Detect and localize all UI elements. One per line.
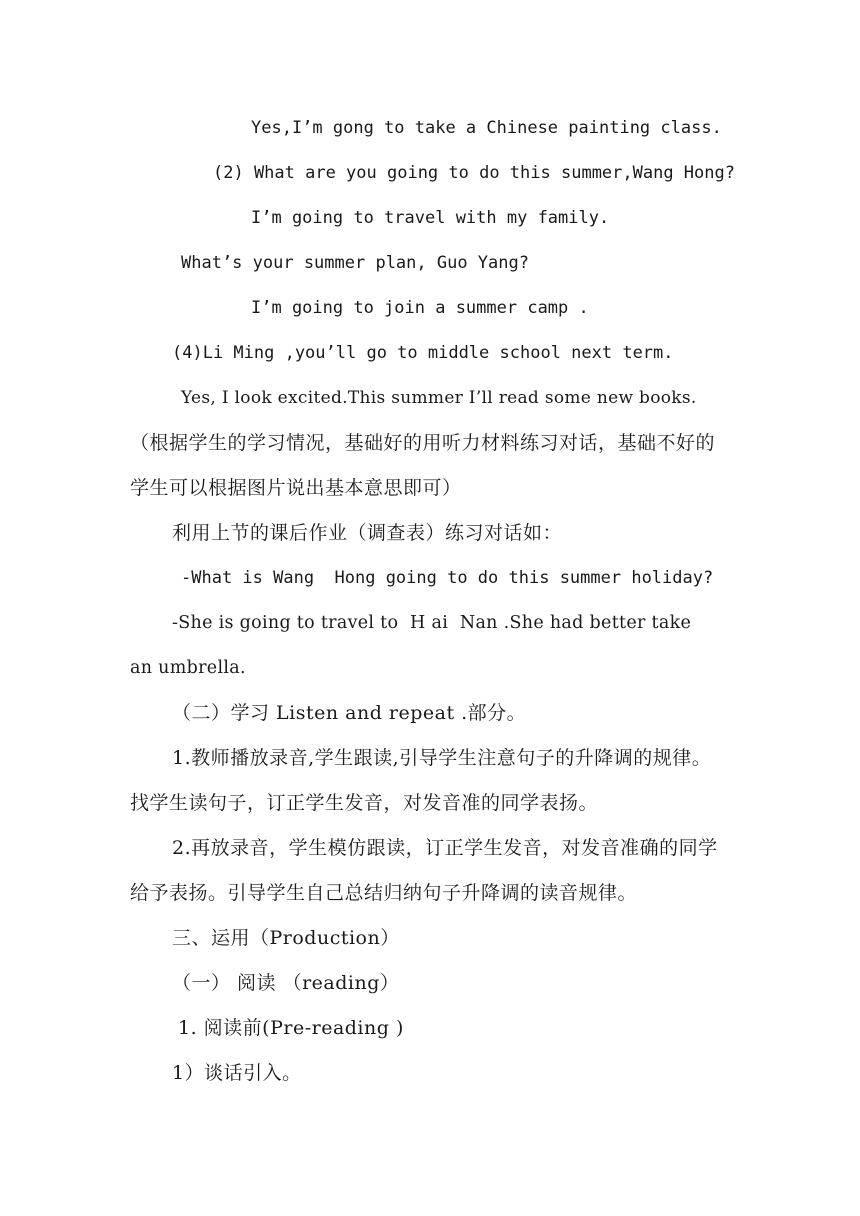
section-heading: 三、运用（Production） (172, 927, 400, 949)
paragraph-line: 给予表扬。引导学生自己总结归纳句子升降调的读音规律。 (130, 882, 638, 904)
dialogue-line-3: I’m going to travel with my family. (251, 208, 610, 228)
dialogue-line-7: Yes, I look excited.This summer I’ll read some new books. (181, 388, 697, 408)
dialogue-line-10: an umbrella. (130, 658, 246, 678)
dialogue-line-9: -She is going to travel to H ai Nan .She had better take (172, 613, 692, 633)
paragraph-line: （根据学生的学习情况，基础好的用听力材料练习对话，基础不好的 (130, 432, 716, 454)
paragraph-line: 2.再放录音，学生模仿跟读，订正学生发音，对发音准确的同学 (172, 837, 718, 859)
dialogue-line-4: What’s your summer plan, Guo Yang? (181, 253, 529, 273)
paragraph-line: 1）谈话引入。 (172, 1062, 302, 1084)
paragraph-line: 学生可以根据图片说出基本意思即可） (130, 477, 462, 499)
dialogue-line-8: -What is Wang Hong going to do this summer holiday? (181, 568, 714, 588)
paragraph-line: 1.教师播放录音,学生跟读,引导学生注意句子的升降调的规律。 (172, 747, 712, 769)
subsection-heading: 1. 阅读前(Pre-reading ) (178, 1017, 404, 1039)
paragraph-line: 利用上节的课后作业（调查表）练习对话如： (172, 522, 563, 544)
section-heading: （二）学习 Listen and repeat .部分。 (172, 702, 527, 724)
dialogue-line-2: (2) What are you going to do this summer,Wang Hong? (213, 163, 735, 183)
dialogue-line-5: I’m going to join a summer camp . (251, 298, 589, 318)
subsection-heading: （一） 阅读 （reading） (172, 972, 400, 994)
dialogue-line-1: Yes,I’m gong to take a Chinese painting class. (251, 118, 722, 138)
dialogue-line-6: (4)Li Ming ,you’ll go to middle school next term. (172, 343, 674, 363)
paragraph-line: 找学生读句子，订正学生发音，对发音准的同学表扬。 (130, 792, 599, 814)
